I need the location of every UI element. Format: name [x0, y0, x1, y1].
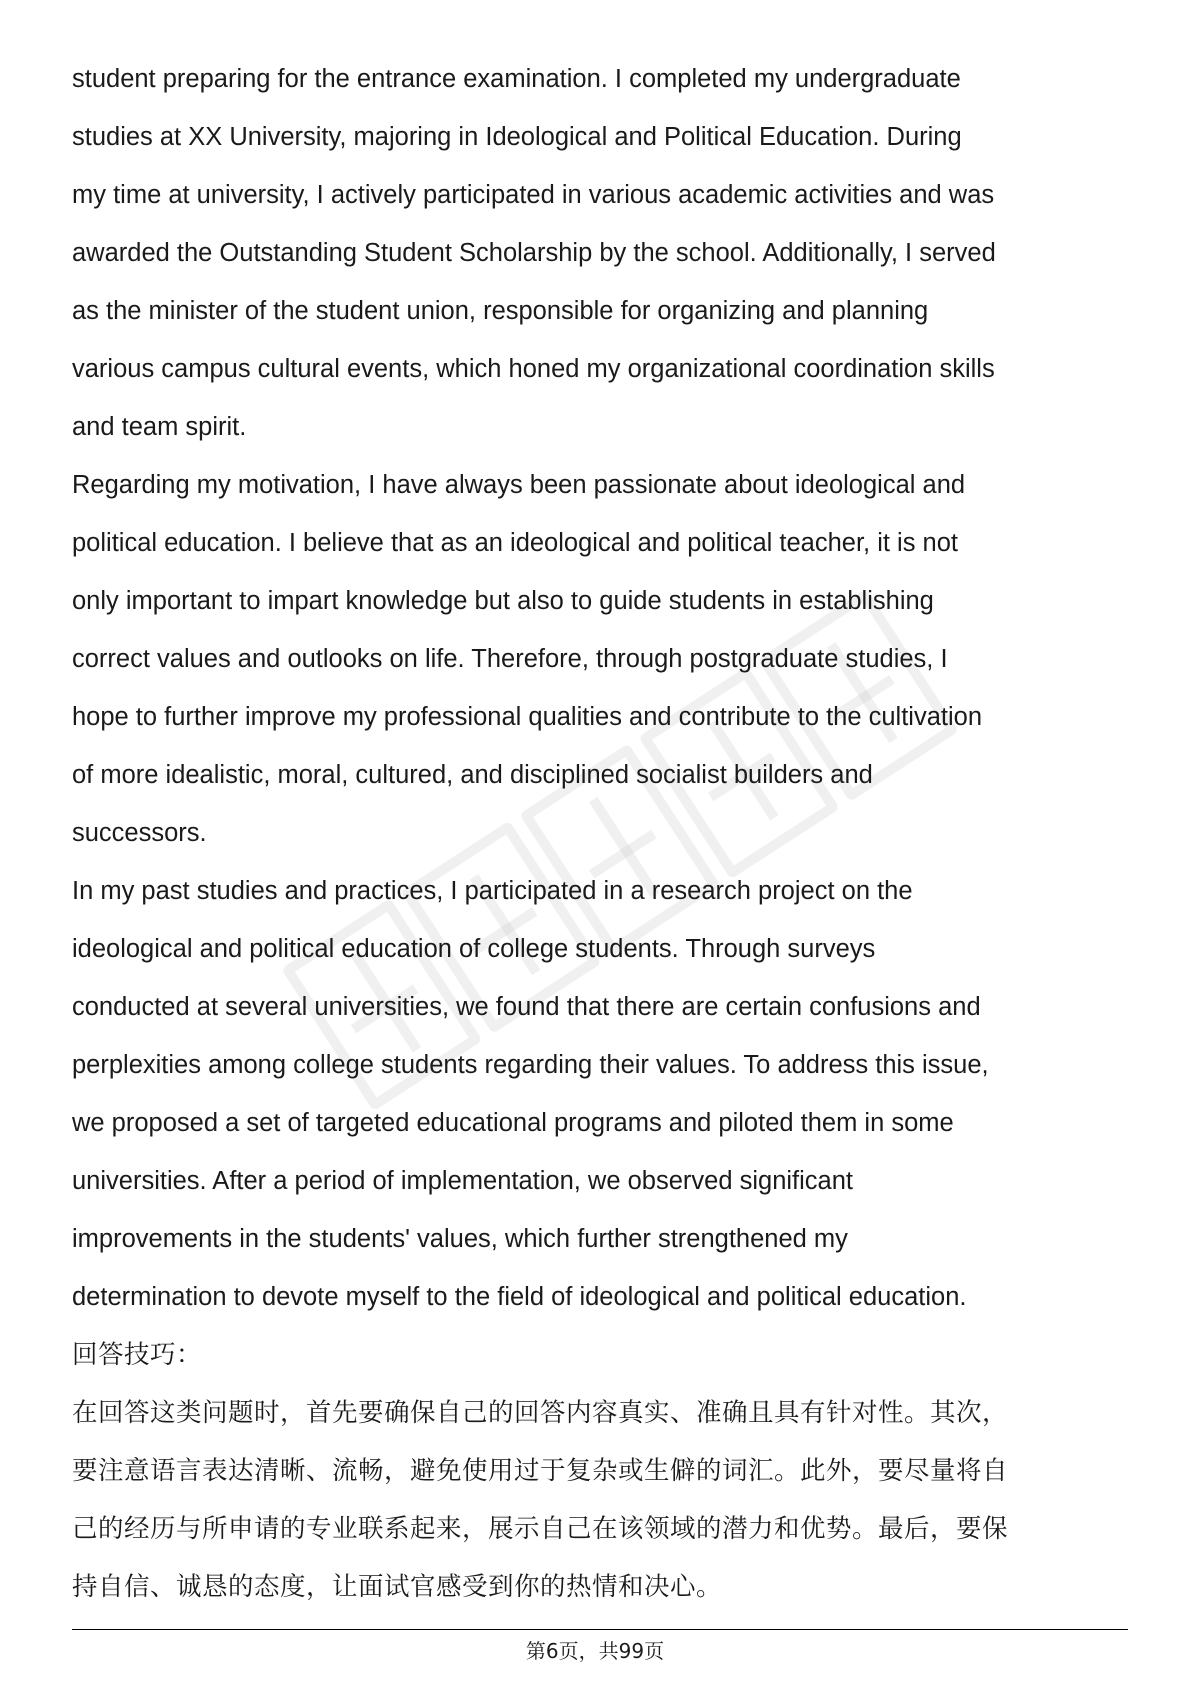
body-line: conducted at several universities, we found that there are certain confusions and	[72, 993, 981, 1021]
tips-line: 持自信、诚恳的态度，让面试官感受到你的热情和决心。	[72, 1572, 723, 1602]
body-line: correct values and outlooks on life. Therefore, through postgraduate studies, I	[72, 645, 948, 673]
footer-divider	[72, 1629, 1128, 1630]
body-line: as the minister of the student union, responsible for organizing and planning	[72, 297, 929, 325]
body-line: of more idealistic, moral, cultured, and disciplined socialist builders and	[72, 761, 873, 789]
page-content	[72, 50, 1132, 1616]
tips-line: 己的经历与所申请的专业联系起来，展示自己在该领域的潜力和优势。最后，要保	[72, 1514, 1009, 1544]
page-number: 第6页，共99页	[525, 1639, 665, 1663]
tips-line: 要注意语言表达清晰、流畅，避免使用过于复杂或生僻的词汇。此外，要尽量将自	[72, 1456, 1009, 1486]
body-line: In my past studies and practices, I participated in a research project on the	[72, 877, 913, 905]
body-line: hope to further improve my professional qualities and contribute to the cultivation	[72, 703, 983, 731]
body-line: studies at XX University, majoring in Ideological and Political Education. During	[72, 123, 962, 151]
body-line: ideological and political education of college students. Through surveys	[72, 935, 876, 963]
body-line: successors.	[72, 819, 207, 847]
body-line: universities. After a period of implementation, we observed significant	[72, 1167, 853, 1195]
body-line: awarded the Outstanding Student Scholarship by the school. Additionally, I served	[72, 239, 996, 267]
body-line: improvements in the students' values, which further strengthened my	[72, 1225, 848, 1253]
body-line: we proposed a set of targeted educational programs and piloted them in some	[72, 1109, 954, 1137]
body-line: my time at university, I actively participated in various academic activities and was	[72, 181, 995, 209]
body-line: various campus cultural events, which honed my organizational coordination skills	[72, 355, 995, 383]
body-line: only important to impart knowledge but also to guide students in establishing	[72, 587, 934, 615]
body-line: student preparing for the entrance examination. I completed my undergraduate	[72, 65, 961, 93]
body-line: political education. I believe that as an ideological and political teacher, it is not	[72, 529, 958, 557]
body-line: and team spirit.	[72, 413, 247, 441]
tips-line: 在回答这类问题时，首先要确保自己的回答内容真实、准确且具有针对性。其次，	[72, 1398, 1009, 1428]
body-line: perplexities among college students regarding their values. To address this issue,	[72, 1051, 989, 1079]
body-line: Regarding my motivation, I have always been passionate about ideological and	[72, 471, 966, 499]
tips-heading: 回答技巧：	[72, 1340, 203, 1370]
body-line: determination to devote myself to the field of ideological and political education.	[72, 1283, 967, 1311]
